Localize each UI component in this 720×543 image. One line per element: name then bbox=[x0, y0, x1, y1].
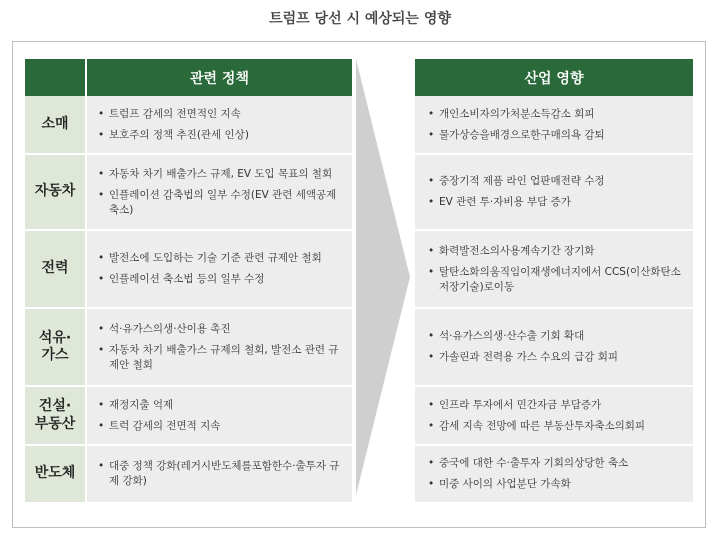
table-row bbox=[415, 387, 693, 446]
impact-item: • 물가상승을배경으로한구매의욕 감퇴 bbox=[427, 128, 685, 143]
category-label: 건설· 부동산 bbox=[25, 387, 87, 444]
impact-item: • 화력발전소의사용계속기간 장기화 bbox=[427, 244, 685, 259]
impact-item: • EV 관련 투·자비용 부담 증가 bbox=[427, 195, 685, 210]
policy-item: • 인플레이션 감축법의 일부 수정(EV 관련 세액공제 축소) bbox=[97, 188, 344, 218]
impact-item: • 미중 사이의 사업분단 가속화 bbox=[427, 477, 685, 492]
impact-cell bbox=[415, 96, 693, 153]
table-row bbox=[415, 155, 693, 231]
table-row bbox=[25, 387, 352, 446]
table-row bbox=[25, 309, 352, 387]
impact-item: • 중국에 대한 수·출투자 기회의상당한 축소 bbox=[427, 456, 685, 471]
impact-item: • 석·유가스의생·산수출 기회 확대 bbox=[427, 329, 685, 344]
impact-item: • 탈탄소화의움직임이재생에너지에서 CCS(이산화탄소저장기술)로이동 bbox=[427, 265, 685, 295]
category-label: 반도체 bbox=[25, 446, 87, 502]
page-title: 트럼프 당선 시 예상되는 영향 bbox=[269, 11, 451, 27]
table-row bbox=[415, 231, 693, 309]
policy-cell bbox=[87, 231, 352, 307]
table-row bbox=[25, 446, 352, 504]
policy-cell bbox=[87, 96, 352, 153]
table-row bbox=[415, 309, 693, 387]
chevron-right-icon bbox=[356, 59, 412, 495]
table-row bbox=[415, 446, 693, 504]
impact-cell bbox=[415, 446, 693, 502]
table-row bbox=[25, 155, 352, 231]
impact-item: • 감세 지속 전망에 따른 부동산투자축소의회피 bbox=[427, 419, 685, 434]
impact-header bbox=[415, 59, 693, 96]
table-row bbox=[25, 231, 352, 309]
policy-item: • 인플레이션 축소법 등의 일부 수정 bbox=[97, 272, 344, 287]
table-row bbox=[25, 96, 352, 155]
policy-item: • 자동차 차기 배출가스 규제의 철회, 발전소 관련 규제안 철회 bbox=[97, 343, 344, 373]
category-label: 석유· 가스 bbox=[25, 309, 87, 385]
policy-cell bbox=[87, 387, 352, 444]
header-corner bbox=[25, 59, 87, 96]
impact-table bbox=[415, 59, 693, 504]
policy-item: • 재정지출 억제 bbox=[97, 398, 344, 413]
impact-cell bbox=[415, 309, 693, 385]
impact-item: • 가솔린과 전력용 가스 수요의 급감 회피 bbox=[427, 350, 685, 365]
table-row bbox=[415, 96, 693, 155]
policy-cell bbox=[87, 155, 352, 229]
policy-cell bbox=[87, 309, 352, 385]
policy-item: • 대중 정책 강화(레거시반도체를포함한수·출투자 규제 강화) bbox=[97, 459, 344, 489]
policy-item: • 트럼프 감세의 전면적인 지속 bbox=[97, 107, 344, 122]
policy-header-label: 관련 정책 bbox=[190, 70, 249, 87]
policy-item: • 트럭 감세의 전면적 지속 bbox=[97, 419, 344, 434]
impact-cell bbox=[415, 155, 693, 229]
policy-item: • 발전소에 도입하는 기술 기준 관련 규제안 철회 bbox=[97, 251, 344, 266]
policy-header bbox=[25, 59, 352, 96]
impact-item: • 개인소비자의가처분소득감소 회피 bbox=[427, 107, 685, 122]
policy-item: • 자동차 차기 배출가스 규제, EV 도입 목표의 철회 bbox=[97, 167, 344, 182]
impact-item: • 중장기적 제품 라인 업판매전략 수정 bbox=[427, 174, 685, 189]
policy-item: • 석·유가스의생·산이용 촉진 bbox=[97, 322, 344, 337]
category-label: 소매 bbox=[25, 96, 87, 153]
policy-item: • 보호주의 정책 추진(관세 인상) bbox=[97, 128, 344, 143]
impact-header-label: 산업 영향 bbox=[524, 70, 584, 87]
policy-cell bbox=[87, 446, 352, 502]
impact-cell bbox=[415, 231, 693, 307]
impact-item: • 인프라 투자에서 민간자금 부담증가 bbox=[427, 398, 685, 413]
impact-cell bbox=[415, 387, 693, 444]
category-label: 전력 bbox=[25, 231, 87, 307]
policy-table bbox=[25, 59, 352, 504]
category-label: 자동차 bbox=[25, 155, 87, 229]
